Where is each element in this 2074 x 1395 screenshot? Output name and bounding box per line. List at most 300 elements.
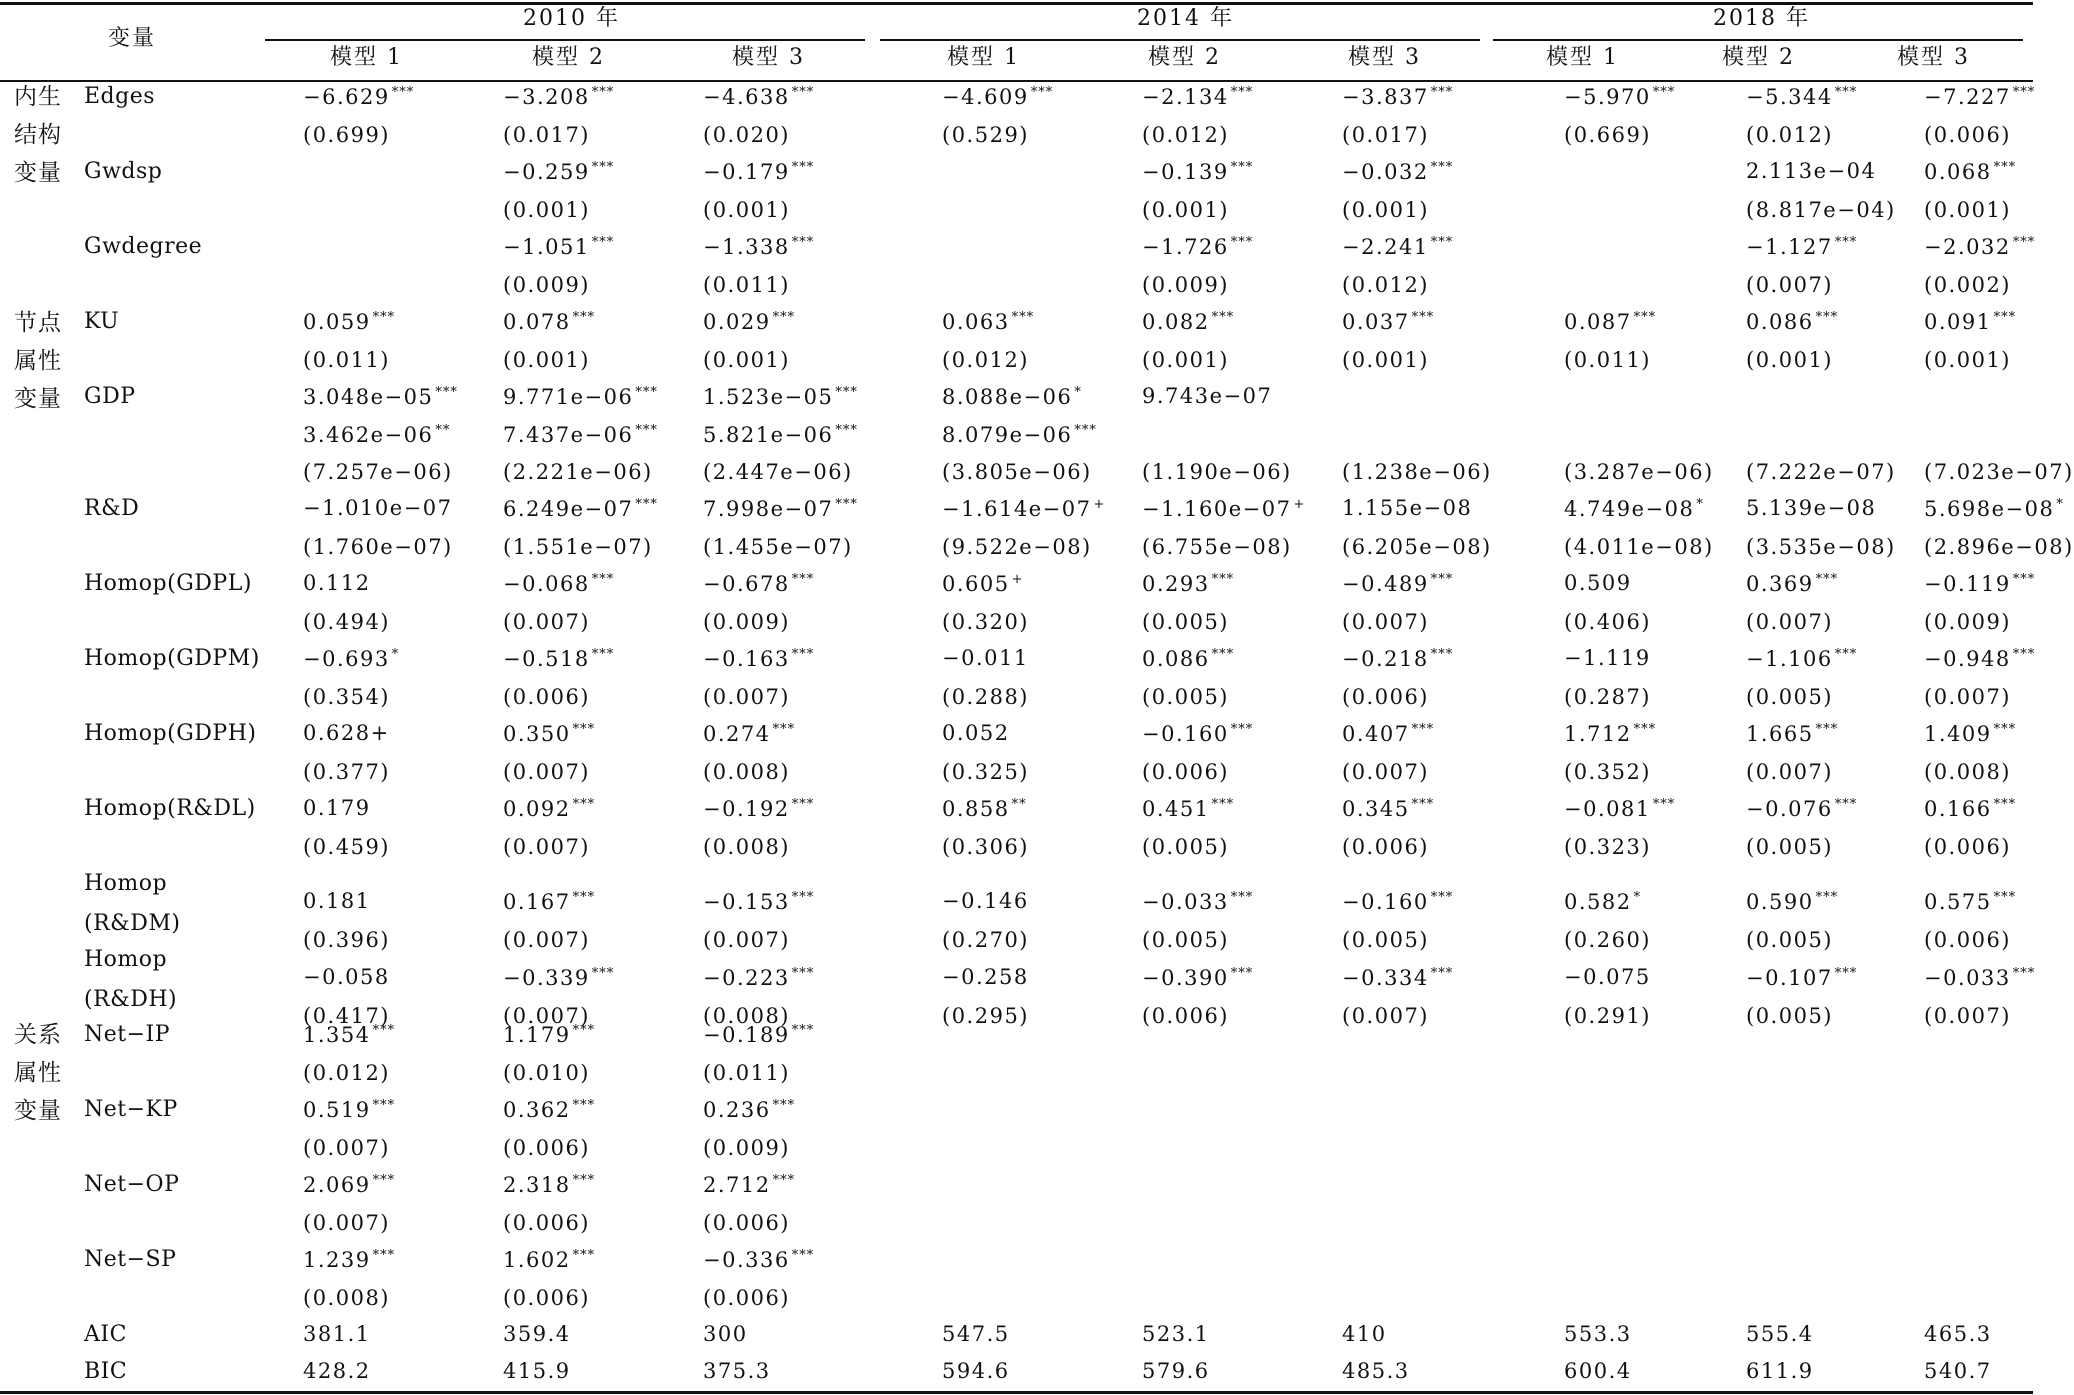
group-label: 节点: [14, 310, 62, 336]
standard-error: (0.001): [703, 348, 791, 372]
header-rule: [0, 80, 2033, 82]
coefficient: 5.698e−08 *: [1924, 497, 2064, 521]
group-label: 属性: [14, 1060, 62, 1086]
standard-error: (0.012): [303, 1061, 391, 1085]
standard-error: (0.005): [1142, 610, 1230, 634]
coefficient: −0.068 ***: [503, 572, 615, 596]
coefficient: 5.821e−06 ***: [703, 423, 858, 447]
significance-mark: ***: [435, 385, 458, 400]
significance-mark: ***: [1993, 722, 2017, 737]
standard-error: (0.001): [1142, 198, 1230, 222]
standard-error: (0.006): [503, 1211, 591, 1235]
standard-error: (0.006): [503, 1136, 591, 1160]
significance-mark: ***: [1211, 310, 1235, 325]
coefficient: 0.509: [1564, 571, 1632, 595]
fit-statistic: 465.3: [1924, 1322, 1992, 1346]
coefficient: 1.179 ***: [503, 1023, 596, 1047]
significance-mark: ***: [572, 310, 596, 325]
standard-error: (0.459): [303, 835, 391, 859]
standard-error: (6.205e−08): [1342, 535, 1492, 559]
significance-mark: ***: [1411, 797, 1435, 812]
standard-error: (0.006): [1342, 685, 1430, 709]
significance-mark: ***: [591, 966, 615, 981]
coefficient: −0.032 ***: [1342, 160, 1454, 184]
coefficient: 0.181: [303, 889, 371, 913]
significance-mark: ***: [591, 235, 615, 250]
significance-mark: ***: [1815, 890, 1839, 905]
significance-mark: ***: [772, 1098, 796, 1113]
coefficient: −1.127 ***: [1746, 235, 1858, 259]
standard-error: (0.020): [703, 123, 791, 147]
significance-mark: ***: [591, 647, 615, 662]
standard-error: (0.005): [1746, 835, 1834, 859]
significance-mark: ***: [791, 890, 815, 905]
standard-error: (2.447e−06): [703, 460, 853, 484]
coefficient: 0.086 ***: [1142, 647, 1235, 671]
coefficient: 9.771e−06 ***: [503, 385, 658, 409]
standard-error: (0.007): [503, 1004, 591, 1028]
coefficient: −2.134 ***: [1142, 85, 1254, 109]
standard-error: (0.306): [942, 835, 1030, 859]
significance-mark: ***: [2012, 647, 2036, 662]
standard-error: (0.007): [1342, 610, 1430, 634]
standard-error: (0.406): [1564, 610, 1652, 634]
standard-error: (0.011): [703, 1061, 791, 1085]
standard-error: (0.007): [303, 1211, 391, 1235]
coefficient: −0.339 ***: [503, 966, 615, 990]
coefficient: −0.160 ***: [1142, 722, 1254, 746]
standard-error: (0.006): [1142, 760, 1230, 784]
significance-mark: ***: [2012, 572, 2036, 587]
group-label: 变量: [14, 1098, 62, 1124]
standard-error: (1.760e−07): [303, 535, 453, 559]
fit-statistic: 359.4: [503, 1322, 571, 1346]
standard-error: (0.005): [1746, 928, 1834, 952]
significance-mark: ***: [2012, 235, 2036, 250]
year-header-2014: 2014 年: [1137, 6, 1234, 31]
significance-mark: ***: [1230, 966, 1254, 981]
significance-mark: ***: [835, 423, 858, 438]
fit-statistic: 523.1: [1142, 1322, 1210, 1346]
row-label: R&D: [84, 496, 140, 521]
standard-error: (0.001): [703, 198, 791, 222]
coefficient: 0.858 **: [942, 797, 1027, 821]
significance-mark: ***: [1211, 797, 1235, 812]
significance-mark: ***: [1430, 235, 1454, 250]
row-label: Edges: [84, 84, 156, 109]
significance-mark: ***: [1633, 722, 1657, 737]
standard-error: (0.494): [303, 610, 391, 634]
coefficient: −0.076 ***: [1746, 797, 1858, 821]
significance-mark: ***: [1030, 85, 1054, 100]
standard-error: (1.190e−06): [1142, 460, 1292, 484]
coefficient: −0.223 ***: [703, 966, 815, 990]
coefficient: −0.033 ***: [1924, 966, 2036, 990]
row-label: Homop(GDPH): [84, 721, 257, 746]
significance-mark: ***: [1815, 722, 1839, 737]
significance-mark: ***: [791, 572, 815, 587]
standard-error: (0.006): [1924, 928, 2012, 952]
coefficient: −0.258: [942, 965, 1029, 989]
significance-mark: ***: [635, 423, 658, 438]
standard-error: (0.012): [1142, 123, 1230, 147]
standard-error: (0.295): [942, 1004, 1030, 1028]
significance-mark: ***: [1230, 890, 1254, 905]
standard-error: (0.001): [1924, 198, 2012, 222]
fit-statistic: 415.9: [503, 1359, 571, 1383]
significance-mark: ***: [791, 85, 815, 100]
significance-mark: ***: [772, 310, 796, 325]
significance-mark: ***: [1993, 797, 2017, 812]
standard-error: (0.007): [1924, 1004, 2012, 1028]
significance-mark: ***: [1230, 160, 1254, 175]
coefficient: 0.519 ***: [303, 1098, 396, 1122]
coefficient: −0.189 ***: [703, 1023, 815, 1047]
significance-mark: ***: [1993, 890, 2017, 905]
fit-statistic: 547.5: [942, 1322, 1010, 1346]
model-header: 模型 2: [1722, 45, 1795, 70]
significance-mark: ***: [1011, 310, 1035, 325]
significance-mark: ***: [1652, 797, 1676, 812]
standard-error: (1.551e−07): [503, 535, 653, 559]
significance-mark: ***: [1411, 310, 1435, 325]
coefficient: −1.726 ***: [1142, 235, 1254, 259]
row-label: (R&DM): [84, 911, 181, 936]
coefficient: −5.970 ***: [1564, 85, 1676, 109]
coefficient: 0.345 ***: [1342, 797, 1435, 821]
significance-mark: *: [1633, 890, 1642, 905]
fit-statistic: 594.6: [942, 1359, 1010, 1383]
coefficient: 0.086 ***: [1746, 310, 1839, 334]
fit-statistic: 579.6: [1142, 1359, 1210, 1383]
significance-mark: ***: [372, 310, 396, 325]
fit-statistic: 540.7: [1924, 1359, 1992, 1383]
coefficient: 0.167 ***: [503, 890, 596, 914]
coefficient: 4.749e−08 *: [1564, 497, 1704, 521]
coefficient: −0.948 ***: [1924, 647, 2036, 671]
standard-error: (0.288): [942, 685, 1030, 709]
fit-statistic: 553.3: [1564, 1322, 1632, 1346]
significance-mark: ***: [372, 1023, 396, 1038]
significance-mark: ***: [1834, 235, 1858, 250]
coefficient: −1.338 ***: [703, 235, 815, 259]
significance-mark: **: [435, 423, 451, 438]
coefficient: 0.078 ***: [503, 310, 596, 334]
significance-mark: ***: [835, 497, 858, 512]
significance-mark: ***: [791, 160, 815, 175]
significance-mark: ***: [635, 385, 658, 400]
significance-mark: ***: [591, 85, 615, 100]
significance-mark: ***: [572, 1248, 596, 1263]
significance-mark: ***: [791, 1248, 815, 1263]
standard-error: (7.257e−06): [303, 460, 453, 484]
coefficient: 2.069 ***: [303, 1173, 396, 1197]
coefficient: 0.037 ***: [1342, 310, 1435, 334]
standard-error: (0.002): [1924, 273, 2012, 297]
standard-error: (0.007): [703, 685, 791, 709]
standard-error: (3.535e−08): [1746, 535, 1896, 559]
coefficient: 0.350 ***: [503, 722, 596, 746]
coefficient: −1.160e−07 +: [1142, 497, 1306, 521]
significance-mark: ***: [1411, 722, 1435, 737]
significance-mark: *: [2056, 497, 2064, 512]
standard-error: (0.011): [1564, 348, 1652, 372]
coefficient: −0.334 ***: [1342, 966, 1454, 990]
coefficient: 0.091 ***: [1924, 310, 2017, 334]
significance-mark: ***: [572, 1098, 596, 1113]
coefficient: −0.139 ***: [1142, 160, 1254, 184]
coefficient: 0.590 ***: [1746, 890, 1839, 914]
coefficient: −0.033 ***: [1142, 890, 1254, 914]
significance-mark: ***: [772, 1173, 796, 1188]
coefficient: −0.058: [303, 965, 390, 989]
row-label: Net−KP: [84, 1097, 178, 1122]
significance-mark: ***: [1211, 572, 1235, 587]
standard-error: (0.006): [703, 1211, 791, 1235]
significance-mark: ***: [572, 722, 596, 737]
coefficient: 0.582 *: [1564, 890, 1642, 914]
standard-error: (0.006): [503, 685, 591, 709]
coefficient: −0.259 ***: [503, 160, 615, 184]
standard-error: (0.008): [703, 835, 791, 859]
coefficient: 1.602 ***: [503, 1248, 596, 1272]
coefficient: 7.998e−07 ***: [703, 497, 858, 521]
coefficient: 0.029 ***: [703, 310, 796, 334]
coefficient: 0.274 ***: [703, 722, 796, 746]
group-label: 结构: [14, 122, 62, 148]
coefficient: −1.010e−07: [303, 496, 453, 520]
coefficient: 0.369 ***: [1746, 572, 1839, 596]
standard-error: (0.007): [503, 760, 591, 784]
coefficient: 0.575 ***: [1924, 890, 2017, 914]
standard-error: (0.008): [1924, 760, 2012, 784]
coefficient: −0.075: [1564, 965, 1651, 989]
coefficient: 0.063 ***: [942, 310, 1035, 334]
significance-mark: ***: [1230, 235, 1254, 250]
standard-error: (0.007): [1746, 760, 1834, 784]
year-rule-2014: [880, 39, 1480, 41]
standard-error: (0.006): [503, 1286, 591, 1310]
coefficient: 0.092 ***: [503, 797, 596, 821]
standard-error: (0.005): [1746, 1004, 1834, 1028]
year-header-2018: 2018 年: [1713, 6, 1810, 31]
standard-error: (0.008): [703, 1004, 791, 1028]
coefficient: 1.665 ***: [1746, 722, 1839, 746]
standard-error: (0.396): [303, 928, 391, 952]
standard-error: (0.009): [503, 273, 591, 297]
standard-error: (0.529): [942, 123, 1030, 147]
fit-statistic: 611.9: [1746, 1359, 1814, 1383]
significance-mark: ***: [1993, 160, 2017, 175]
standard-error: (0.017): [1342, 123, 1430, 147]
standard-error: (0.011): [703, 273, 791, 297]
coefficient: −1.119: [1564, 646, 1651, 670]
coefficient: 0.293 ***: [1142, 572, 1235, 596]
significance-mark: ***: [591, 160, 615, 175]
standard-error: (0.009): [703, 1136, 791, 1160]
model-header: 模型 1: [947, 45, 1020, 70]
model-header: 模型 3: [732, 45, 805, 70]
significance-mark: ***: [791, 966, 815, 981]
coefficient: 0.087 ***: [1564, 310, 1657, 334]
fit-statistic: 300: [703, 1322, 748, 1346]
standard-error: (0.007): [1746, 273, 1834, 297]
significance-mark: ***: [1430, 890, 1454, 905]
standard-error: (3.805e−06): [942, 460, 1092, 484]
standard-error: (3.287e−06): [1564, 460, 1714, 484]
row-label: Homop(GDPM): [84, 646, 260, 671]
standard-error: (0.012): [1342, 273, 1430, 297]
significance-mark: ***: [791, 1023, 815, 1038]
coefficient: −0.107 ***: [1746, 966, 1858, 990]
standard-error: (0.001): [1746, 348, 1834, 372]
significance-mark: ***: [572, 797, 596, 812]
coefficient: 0.236 ***: [703, 1098, 796, 1122]
row-label: Homop(GDPL): [84, 571, 252, 596]
significance-mark: ***: [791, 797, 815, 812]
significance-mark: +: [1011, 572, 1024, 587]
standard-error: (0.001): [1342, 348, 1430, 372]
coefficient: 2.113e−04: [1746, 159, 1877, 183]
fit-statistic: 381.1: [303, 1322, 371, 1346]
row-label: Homop: [84, 871, 168, 896]
coefficient: −6.629 ***: [303, 85, 415, 109]
coefficient: −0.011: [942, 646, 1029, 670]
coefficient: −0.678 ***: [703, 572, 815, 596]
significance-mark: +: [1093, 497, 1106, 512]
coefficient: −0.160 ***: [1342, 890, 1454, 914]
standard-error: (0.325): [942, 760, 1030, 784]
standard-error: (0.270): [942, 928, 1030, 952]
model-header: 模型 3: [1897, 45, 1970, 70]
standard-error: (0.007): [703, 928, 791, 952]
significance-mark: ***: [372, 1173, 396, 1188]
significance-mark: ***: [1230, 85, 1254, 100]
significance-mark: ***: [572, 1173, 596, 1188]
coefficient: 8.088e−06 *: [942, 385, 1082, 409]
fit-statistic: 555.4: [1746, 1322, 1814, 1346]
significance-mark: ***: [1074, 423, 1097, 438]
row-label: Net−SP: [84, 1247, 177, 1272]
standard-error: (0.005): [1342, 928, 1430, 952]
fit-statistic: 485.3: [1342, 1359, 1410, 1383]
standard-error: (0.005): [1142, 685, 1230, 709]
coefficient: 1.354 ***: [303, 1023, 396, 1047]
significance-mark: ***: [1834, 647, 1858, 662]
coefficient: −1.051 ***: [503, 235, 615, 259]
coefficient: 1.523e−05 ***: [703, 385, 858, 409]
coefficient: 2.712 ***: [703, 1173, 796, 1197]
standard-error: (0.006): [1142, 1004, 1230, 1028]
row-label: Gwdegree: [84, 234, 203, 259]
standard-error: (2.896e−08): [1924, 535, 2074, 559]
standard-error: (0.352): [1564, 760, 1652, 784]
standard-error: (0.006): [703, 1286, 791, 1310]
coefficient: −4.609 ***: [942, 85, 1054, 109]
fit-statistic: 410: [1342, 1322, 1387, 1346]
coefficient: −7.227 ***: [1924, 85, 2036, 109]
standard-error: (0.001): [1342, 198, 1430, 222]
coefficient: −3.208 ***: [503, 85, 615, 109]
significance-mark: ***: [635, 497, 658, 512]
significance-mark: *: [1696, 497, 1704, 512]
coefficient: −0.081 ***: [1564, 797, 1676, 821]
row-label: Net−OP: [84, 1172, 180, 1197]
standard-error: (9.522e−08): [942, 535, 1092, 559]
significance-mark: *: [1074, 385, 1082, 400]
significance-mark: ***: [1430, 85, 1454, 100]
group-label: 内生: [14, 84, 62, 110]
standard-error: (0.377): [303, 760, 391, 784]
standard-error: (0.010): [503, 1061, 591, 1085]
coefficient: 0.059 ***: [303, 310, 396, 334]
significance-mark: ***: [1211, 647, 1235, 662]
coefficient: 7.437e−06 ***: [503, 423, 658, 447]
standard-error: (0.012): [1746, 123, 1834, 147]
significance-mark: ***: [835, 385, 858, 400]
significance-mark: ***: [1815, 310, 1839, 325]
coefficient: 1.155e−08: [1342, 496, 1473, 520]
row-label: BIC: [84, 1359, 128, 1384]
model-header: 模型 3: [1348, 45, 1421, 70]
standard-error: (0.011): [303, 348, 391, 372]
significance-mark: ***: [1430, 572, 1454, 587]
significance-mark: ***: [1430, 966, 1454, 981]
row-label: (R&DH): [84, 987, 178, 1012]
coefficient: −0.119 ***: [1924, 572, 2036, 596]
standard-error: (0.291): [1564, 1004, 1652, 1028]
fit-statistic: 600.4: [1564, 1359, 1632, 1383]
standard-error: (0.699): [303, 123, 391, 147]
standard-error: (0.008): [303, 1286, 391, 1310]
year-header-2010: 2010 年: [523, 6, 620, 31]
row-label: KU: [84, 309, 120, 334]
significance-mark: ***: [1834, 797, 1858, 812]
coefficient: −0.218 ***: [1342, 647, 1454, 671]
coefficient: −1.106 ***: [1746, 647, 1858, 671]
coefficient: −3.837 ***: [1342, 85, 1454, 109]
significance-mark: ***: [591, 572, 615, 587]
row-label: Homop(R&DL): [84, 796, 256, 821]
standard-error: (0.008): [703, 760, 791, 784]
significance-mark: ***: [1430, 160, 1454, 175]
standard-error: (0.007): [303, 1136, 391, 1160]
coefficient: 0.082 ***: [1142, 310, 1235, 334]
standard-error: (4.011e−08): [1564, 535, 1714, 559]
coefficient: −0.179 ***: [703, 160, 815, 184]
standard-error: (0.007): [1746, 610, 1834, 634]
coefficient: 0.407 ***: [1342, 722, 1435, 746]
standard-error: (2.221e−06): [503, 460, 653, 484]
year-rule-2010: [265, 39, 865, 41]
coefficient: 0.362 ***: [503, 1098, 596, 1122]
coefficient: −0.336 ***: [703, 1248, 815, 1272]
significance-mark: ***: [1834, 966, 1858, 981]
group-label: 属性: [14, 348, 62, 374]
standard-error: (0.005): [1746, 685, 1834, 709]
coefficient: −2.032 ***: [1924, 235, 2036, 259]
coefficient: −4.638 ***: [703, 85, 815, 109]
coefficient: 0.166 ***: [1924, 797, 2017, 821]
significance-mark: ***: [1815, 572, 1839, 587]
coefficient: −0.146: [942, 889, 1029, 913]
standard-error: (0.007): [503, 928, 591, 952]
standard-error: (1.238e−06): [1342, 460, 1492, 484]
standard-error: (0.001): [1924, 348, 2012, 372]
standard-error: (0.006): [1342, 835, 1430, 859]
coefficient: −0.693 *: [303, 647, 400, 671]
standard-error: (0.001): [503, 348, 591, 372]
